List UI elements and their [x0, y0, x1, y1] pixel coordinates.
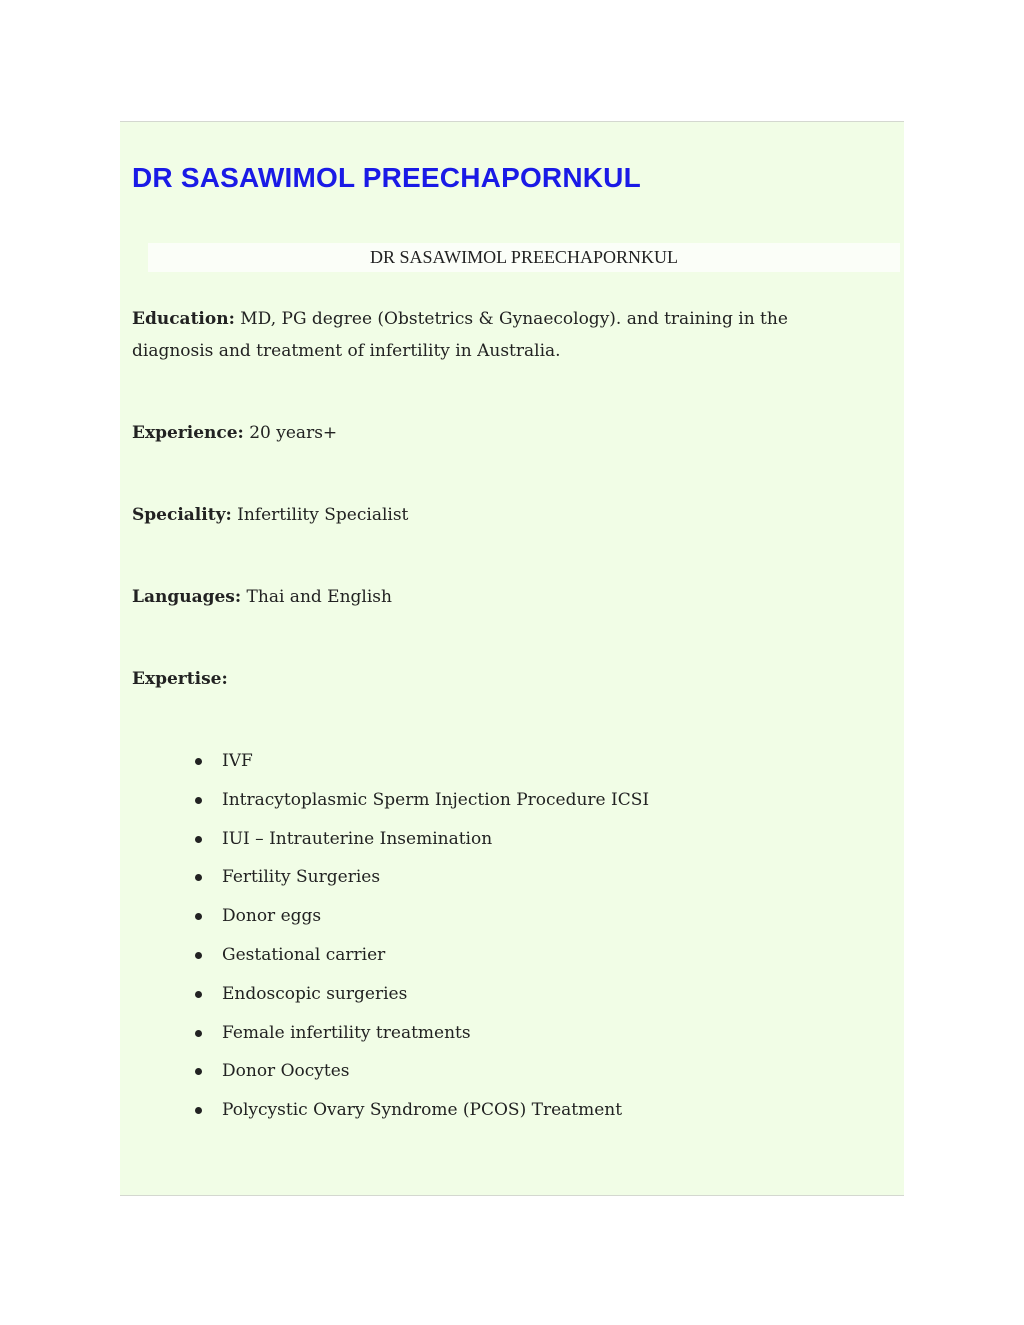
education-value: MD, PG degree (Obstetrics & Gynaecology). and training in the diagnosis and treatment of infertility in Australia. — [132, 309, 788, 361]
list-item — [120, 742, 820, 781]
list-item-text: Female infertility treatments — [222, 1022, 471, 1043]
list-item-text: Gestational carrier — [222, 944, 386, 965]
list-item-text: Intracytoplasmic Sperm Injection Procedure ICSI — [222, 789, 650, 810]
list-item-text: IUI – Intrauterine Insemination — [222, 828, 493, 849]
education-field — [132, 303, 832, 367]
bullet-icon — [195, 952, 202, 959]
bullet-icon — [195, 797, 202, 804]
experience-value: 20 years+ — [249, 423, 338, 443]
expertise-heading — [132, 663, 832, 695]
list-item — [120, 1014, 820, 1053]
page-title: DR SASAWIMOL PREECHAPORNKUL — [132, 162, 641, 193]
list-item — [120, 1052, 820, 1091]
list-item — [120, 975, 820, 1014]
bullet-icon — [195, 874, 202, 881]
speciality-value: Infertility Specialist — [237, 505, 409, 525]
list-item-text: Donor eggs — [222, 906, 322, 927]
list-item — [120, 820, 820, 859]
list-item-text: Polycystic Ovary Syndrome (PCOS) Treatment — [222, 1100, 623, 1121]
bullet-icon — [195, 836, 202, 843]
list-item — [120, 858, 820, 897]
speciality-label: Speciality: — [132, 505, 232, 525]
bullet-icon — [195, 758, 202, 765]
languages-label: Languages: — [132, 587, 242, 607]
list-item-text: Endoscopic surgeries — [222, 983, 408, 1004]
bullet-icon — [195, 1107, 202, 1114]
expertise-list — [120, 742, 820, 1130]
doctor-profile-panel — [120, 121, 904, 1196]
expertise-label: Expertise: — [132, 669, 228, 689]
speciality-field — [132, 499, 832, 531]
languages-field — [132, 581, 832, 613]
bullet-icon — [195, 991, 202, 998]
bullet-icon — [195, 913, 202, 920]
list-item-text: IVF — [222, 751, 253, 771]
list-item — [120, 897, 820, 936]
education-label: Education: — [132, 309, 235, 329]
languages-value: Thai and English — [246, 587, 392, 607]
experience-label: Experience: — [132, 423, 244, 443]
experience-field — [132, 417, 832, 449]
list-item — [120, 936, 820, 975]
list-item — [120, 781, 820, 820]
bullet-icon — [195, 1068, 202, 1075]
list-item — [120, 1091, 820, 1130]
image-caption: DR SASAWIMOL PREECHAPORNKUL — [148, 243, 900, 272]
list-item-text: Fertility Surgeries — [222, 867, 381, 888]
bullet-icon — [195, 1030, 202, 1037]
list-item-text: Donor Oocytes — [222, 1061, 350, 1082]
